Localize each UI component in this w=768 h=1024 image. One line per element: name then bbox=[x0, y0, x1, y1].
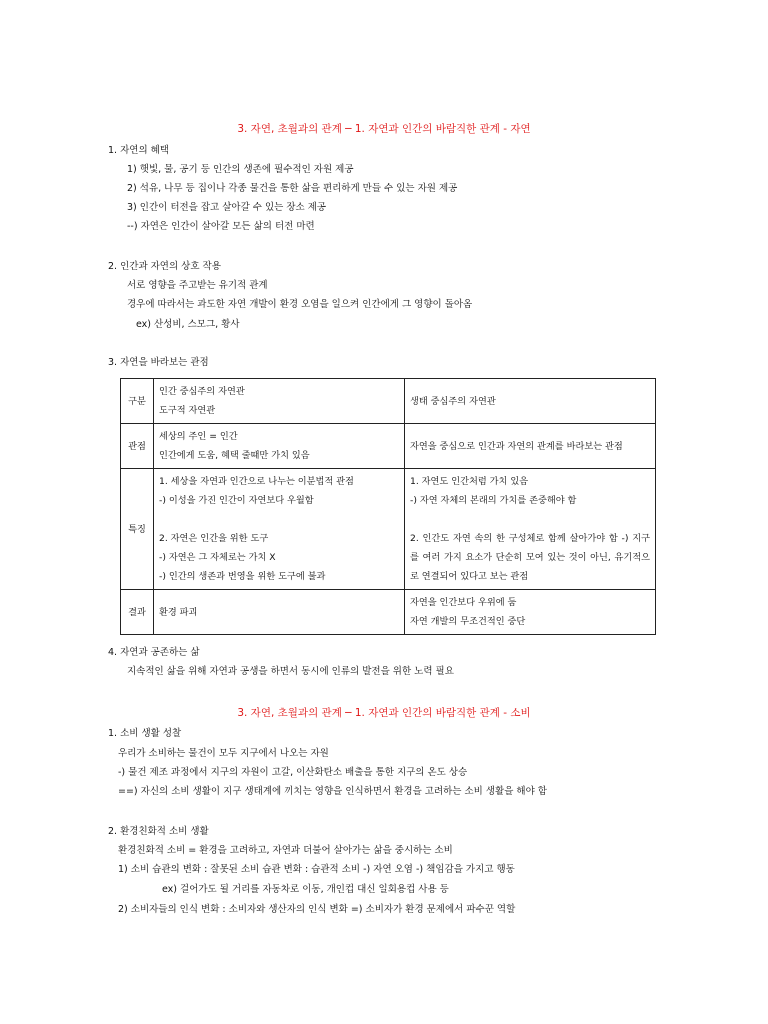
list-item: 지속적인 삶을 위해 자연과 공생을 하면서 동시에 인류의 발전을 위한 노력 필요 bbox=[127, 666, 454, 677]
list-item: 서로 영향을 주고받는 유기적 관계 bbox=[127, 280, 268, 291]
cell-line: -) 인간의 생존과 번영을 위한 도구에 불과 bbox=[159, 571, 326, 582]
cell-line: 도구적 자연관 bbox=[159, 405, 216, 416]
section-heading-consumption: 3. 자연, 초월과의 관계 ─ 1. 자연과 인간의 바람직한 관계 - 소비 bbox=[237, 707, 531, 719]
row-header: 관점 bbox=[121, 424, 154, 469]
table-cell bbox=[154, 469, 405, 590]
cell-line: 자연을 인간보다 우위에 둠 bbox=[410, 597, 517, 608]
table-cell bbox=[405, 469, 656, 590]
table-cell bbox=[154, 379, 405, 424]
cell-line: 1. 자연도 인간처럼 가치 있음 bbox=[410, 476, 529, 487]
cell-line: 인간에게 도움, 혜택 줄때만 가치 있음 bbox=[159, 450, 310, 461]
table-row bbox=[121, 379, 656, 424]
subsection-title-coexistence: 4. 자연과 공존하는 삶 bbox=[108, 647, 200, 658]
cell-paragraph: 2. 인간도 자연 속의 한 구성체로 함께 살아가야 함 -) 지구를 여러 가지 요소가 단순히 모여 있는 것이 아닌, 유기적으로 연결되어 있다고 보는 관점 bbox=[410, 533, 650, 582]
cell-line: -) 이성을 가진 인간이 자연보다 우월함 bbox=[159, 495, 314, 506]
cell-line: -) 자연 자체의 본래의 가치를 존중해야 함 bbox=[410, 495, 577, 506]
cell-line: 자연 개발의 무조건적인 중단 bbox=[410, 616, 526, 627]
row-header: 결과 bbox=[121, 590, 154, 635]
table-cell: 환경 파괴 bbox=[154, 590, 405, 635]
cell-line: 1. 세상을 자연과 인간으로 나누는 이분법적 관점 bbox=[159, 476, 354, 487]
section-heading-nature: 3. 자연, 초월과의 관계 ─ 1. 자연과 인간의 바람직한 관계 - 자연 bbox=[237, 123, 531, 135]
list-item: 1) 햇빛, 물, 공기 등 인간의 생존에 필수적인 자원 제공 bbox=[127, 164, 354, 175]
subsection-title-eco-consumption: 2. 환경친화적 소비 생활 bbox=[108, 826, 209, 837]
list-item: ex) 걸어가도 될 거리를 자동차로 이동, 개인컵 대신 일회용컵 사용 등 bbox=[162, 884, 449, 895]
subsection-title-viewpoint: 3. 자연을 바라보는 관점 bbox=[108, 357, 209, 368]
table-row bbox=[121, 424, 656, 469]
list-item: 2) 소비자들의 인식 변화 : 소비자와 생산자의 인식 변화 =) 소비자가 환경 문제에서 파수꾼 역할 bbox=[118, 904, 516, 915]
list-item: ==) 자신의 소비 생활이 지구 생태계에 끼치는 영향을 인식하면서 환경을 고려하는 소비 생활을 해야 함 bbox=[118, 786, 547, 797]
row-header: 특징 bbox=[121, 469, 154, 590]
list-item: 환경친화적 소비 = 환경을 고려하고, 자연과 더불어 살아가는 삶을 중시하는 소비 bbox=[118, 845, 453, 856]
viewpoint-comparison-table bbox=[120, 378, 656, 635]
list-item: 경우에 따라서는 과도한 자연 개발이 환경 오염을 일으켜 인간에게 그 영향이 돌아옴 bbox=[127, 299, 473, 310]
table-cell: 자연을 중심으로 인간과 자연의 관계를 바라보는 관점 bbox=[405, 424, 656, 469]
list-item: --) 자연은 인간이 살아갈 모든 삶의 터전 마련 bbox=[127, 221, 315, 232]
subsection-title-benefits: 1. 자연의 혜택 bbox=[108, 145, 169, 156]
subsection-title-reflection: 1. 소비 생활 성찰 bbox=[108, 728, 182, 739]
cell-line: 2. 자연은 인간을 위한 도구 bbox=[159, 533, 269, 544]
list-item: 2) 석유, 나무 등 집이나 각종 물건을 통한 삶을 편리하게 만들 수 있는 자원 제공 bbox=[127, 183, 458, 194]
list-item: 3) 인간이 터전을 잡고 살아갈 수 있는 장소 제공 bbox=[127, 202, 327, 213]
row-header: 구분 bbox=[121, 379, 154, 424]
list-item: ex) 산성비, 스모그, 황사 bbox=[136, 319, 240, 330]
table-row bbox=[121, 590, 656, 635]
table-row bbox=[121, 469, 656, 590]
table-cell bbox=[154, 424, 405, 469]
list-item: 우리가 소비하는 물건이 모두 지구에서 나오는 자원 bbox=[118, 748, 329, 759]
table-cell bbox=[405, 590, 656, 635]
cell-line: 세상의 주인 = 인간 bbox=[159, 431, 238, 442]
table-cell: 생태 중심주의 자연관 bbox=[405, 379, 656, 424]
list-item: -) 물건 제조 과정에서 지구의 자원이 고갈, 이산화탄소 배출을 통한 지구의 온도 상승 bbox=[118, 767, 468, 778]
cell-line: 인간 중심주의 자연관 bbox=[159, 386, 245, 397]
list-item: 1) 소비 습관의 변화 : 잘못된 소비 습관 변화 : 습관적 소비 -) 자연 오염 -) 책임감을 가지고 행동 bbox=[118, 864, 515, 875]
cell-line: -) 자연은 그 자체로는 가치 X bbox=[159, 552, 276, 563]
subsection-title-interaction: 2. 인간과 자연의 상호 작용 bbox=[108, 261, 221, 272]
